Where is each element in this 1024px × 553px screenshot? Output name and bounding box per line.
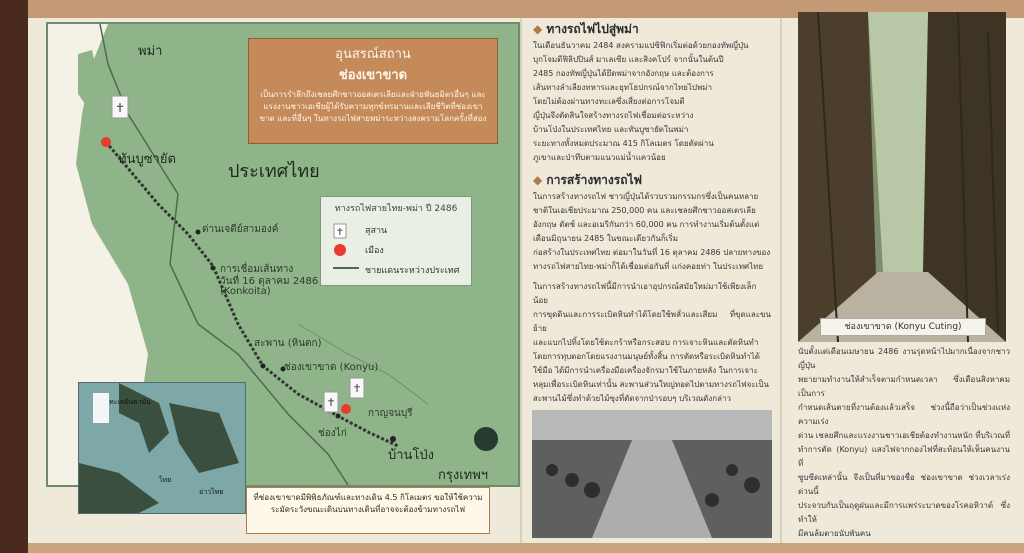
legend-row-cemetery bbox=[333, 223, 388, 242]
station-dot bbox=[196, 230, 201, 235]
text-line: อังกฤษ ดัตช์ และอเมริกันกว่า 60,000 คน การทำงานเริ่มต้นตั้งแต่ bbox=[533, 220, 760, 229]
text-line: โดยการทุบตอกโดยแรงงานมนุษย์ทั้งสิ้น การตัดหรือระเบิดหินทำได้ bbox=[533, 352, 760, 361]
right-column-text bbox=[798, 345, 1010, 541]
label-konkoita: การเชื่อมเส้นทาง bbox=[220, 264, 294, 275]
legend-row-town bbox=[333, 243, 384, 260]
text-line: ประจวบกับเป็นฤดูฝนและมีการแพร่ระบาดของโรคอหิวาต์ ซึ่งทำให้ bbox=[798, 501, 1010, 524]
station-dot bbox=[336, 414, 341, 419]
diamond-icon: ◆ bbox=[533, 22, 543, 36]
inset-map bbox=[78, 382, 246, 514]
legend-cemetery-label: สุสาน bbox=[365, 226, 388, 236]
border-line-icon bbox=[333, 263, 359, 273]
section2-body-2 bbox=[533, 280, 771, 406]
text-line: บ้านโป่งในประเทศไทย และทันบูซายัตในพม่า bbox=[533, 125, 689, 134]
bottom-border bbox=[28, 543, 1024, 553]
text-line: มีคนล้มตายนับพันคน bbox=[798, 529, 871, 538]
svg-text:✝: ✝ bbox=[335, 227, 345, 238]
station-dot bbox=[211, 266, 216, 271]
section1-heading-text: ทางรถไฟไปสู่พม่า bbox=[546, 22, 639, 36]
svg-text:✝: ✝ bbox=[352, 382, 362, 395]
text-line: ชาติในเอเชียประมาณ 250,000 คน และเชลยศึกชาวออสเตรเลีย bbox=[533, 206, 756, 215]
historical-photo bbox=[532, 410, 772, 538]
label-saphan-hin: สะพาน (หินตก) bbox=[254, 338, 322, 349]
text-line: ด่วน เชลยศึกและแรงงานชาวเอเชียต้องทำงานหนัก ที่บริเวณที่ bbox=[798, 431, 1010, 440]
section2-heading bbox=[533, 171, 771, 190]
label-konyu: ช่องเขาขาด (Konyu) bbox=[284, 362, 379, 373]
photo-caption: ช่องเขาขาด (Konyu Cuting) bbox=[820, 318, 986, 336]
text-line: บุกโจมตีฟิลิปปินส์ มาเลเซีย และสิงคโปร์ จากนั้นในต้นปี bbox=[533, 55, 724, 64]
text-line: และแบกไปทิ้งโดยใช้ตะกร้าหรือกระสอบ การเจาะหินและตัดหินทำ bbox=[533, 338, 759, 347]
inset-label-thailand: ไทย bbox=[159, 476, 172, 484]
text-line: ทางรถไฟสายไทย-พม่าก็ได้เชื่อมต่อกันที่ แก่งคอยท่า ในประเทศไทย bbox=[533, 262, 764, 271]
text-line: ระยะทางทั้งหมดประมาณ 415 กิโลเมตร โดยตัดผ่าน bbox=[533, 139, 714, 148]
inset-label-gulf: อ่าวไทย bbox=[199, 488, 224, 496]
cemetery-icon bbox=[333, 223, 347, 239]
legend-row-border bbox=[333, 263, 460, 276]
trail-note-text: ที่ช่องเขาขาดมีพิพิธภัณฑ์และทางเดิน 4.5 กิโลเมตร ขอให้ใช้ความระมัดระวังขณะเดินบนทางเดินที่อาจจะต้องข้ามทางรถไฟ bbox=[253, 493, 483, 514]
label-burma: พม่า bbox=[138, 44, 163, 59]
label-chong-kai: ช่องไก่ bbox=[318, 428, 347, 439]
memorial-description: เป็นการรำลึกถึงเชลยศึกชาวออสเตรเลียและฝ่ายพันธมิตรอื่นๆ และแรงงานชาวเอเชียผู้ได้รับความทุกข์ทรมานและเสียชีวิตที่ช่องเขาขาด และที่อื่นๆ ในทางรถไฟสายพม่าระหว่างสงครามโลกครั้งที่สอง bbox=[259, 90, 487, 123]
station-dot bbox=[261, 364, 266, 369]
label-thanbyuzayat: ทันบูซายัต bbox=[118, 152, 176, 167]
map-panel bbox=[46, 22, 520, 496]
text-line: ซูบซีดเหล่านั้น จึงเป็นที่มาของชื่อ ช่องเขาขาด ช่วงเวลาเร่งด่วนนี้ bbox=[798, 473, 1010, 496]
map-legend bbox=[320, 196, 472, 286]
svg-text:✝: ✝ bbox=[326, 396, 336, 409]
section1-heading bbox=[533, 20, 771, 39]
text-line: ญี่ปุ่นจึงตัดสินใจสร้างทางรถไฟเชื่อมต่อระหว่าง bbox=[533, 111, 694, 120]
label-kanchanaburi: กาญจนบุรี bbox=[368, 408, 413, 419]
legend-border-label: ชายแดนระหว่างประเทศ bbox=[365, 266, 460, 276]
text-line: โดยไม่ต้องผ่านทางทะเลซึ่งเสี่ยงต่อการโจมตี bbox=[533, 97, 685, 106]
text-line: ก่อสร้างในประเทศไทย ต่อมาในวันที่ 16 ตุลาคม 2486 ปลายทางของ bbox=[533, 248, 771, 257]
text-line: หลุมเพื่อระเบิดหินเท่านั้น สะพานส่วนใหญ่ทอดไปตามทางรถไฟจะเป็น bbox=[533, 380, 769, 389]
text-line: ทำการตัด (Konyu) แสงไฟจากกองไฟที่สะท้อนให้เห็นคนงานที่ bbox=[798, 445, 1010, 468]
fold-line bbox=[520, 18, 522, 543]
text-line: เดือนมิถุนายน 2485 ในขณะเดียวกันก็เริ่ม bbox=[533, 234, 679, 243]
label-bangkok: กรุงเทพฯ bbox=[438, 468, 489, 483]
svg-text:✝: ✝ bbox=[114, 101, 126, 115]
text-line: กำหนดเส้นตายที่งานต้องแล้วเสร็จ ช่วงนี้ถือว่าเป็นช่วงแห่งความเร่ง bbox=[798, 403, 1010, 426]
text-line: ในการสร้างทางรถไฟ ชาวญี่ปุ่นได้รวบรวมกรรมกรซึ่งเป็นคนหลาย bbox=[533, 192, 759, 201]
diamond-icon: ◆ bbox=[533, 173, 543, 187]
legend-title: ทางรถไฟสายไทย-พม่า ปี 2486 bbox=[334, 204, 458, 214]
text-line: นับตั้งแต่เดือนเมษายน 2486 งานรุดหน้าไปมากเนื่องจากชาวญี่ปุ่น bbox=[798, 347, 1010, 370]
label-konkoita-en: (Konkoita) bbox=[220, 286, 271, 297]
town-thanbyuzayat bbox=[101, 137, 111, 147]
section1-body bbox=[533, 39, 771, 165]
text-line: ใช้มือ ได้มีการนำเครื่องมือเครื่องจักรมาใช้ในภายหลัง ในการเจาะ bbox=[533, 366, 758, 375]
memorial-title-box bbox=[248, 38, 498, 144]
label-three-pagodas: ด่านเจดีย์สามองค์ bbox=[202, 224, 279, 235]
trail-note-box bbox=[246, 487, 490, 534]
brochure bbox=[28, 0, 1024, 553]
town-dot-icon bbox=[333, 243, 347, 257]
text-line: พยายามทำงานให้สำเร็จตามกำหนดเวลา ซึ่งเดือนสิงหาคมเป็นการ bbox=[798, 375, 1010, 398]
article-column bbox=[533, 20, 771, 406]
text-line: ภูเขาและป่าทึบตามแนวแม่น้ำแควน้อย bbox=[533, 153, 666, 162]
text-line: เส้นทางลำเลียงทหารและยุทโธปกรณ์จากไทยไปพม่า bbox=[533, 83, 713, 92]
section3-body bbox=[798, 345, 1010, 541]
label-thailand: ประเทศไทย bbox=[228, 161, 320, 182]
section2-body bbox=[533, 190, 771, 274]
memorial-title-line1: อุนสรณ์สถาน bbox=[335, 47, 411, 62]
label-konkoita-date: วันที่ 16 ตุลาคม 2486 bbox=[220, 276, 319, 287]
text-line: การขุดดินและการระเบิดหินทำได้โดยใช้พลั่วและเสียม ที่ขุดและขนย้าย bbox=[533, 310, 771, 333]
text-line: สะพานไม้ซึ่งทำด้วยไม้ซุงที่ตัดจากป่ารอบๆ บริเวณดังกล่าว bbox=[533, 394, 731, 403]
station-dot bbox=[390, 436, 396, 442]
label-ban-pong: บ้านโป่ง bbox=[388, 448, 435, 463]
town-kanchanaburi bbox=[341, 404, 351, 414]
konyu-cutting-photo bbox=[798, 12, 1006, 342]
section2-heading-text: การสร้างทางรถไฟ bbox=[546, 173, 642, 187]
text-line: ในการสร้างทางรถไฟนี้มีการนำเอาอุปกรณ์สมัยใหม่มาใช้เพียงเล็กน้อย bbox=[533, 282, 757, 305]
memorial-title-line2: ช่องเขาขาด bbox=[338, 68, 408, 83]
legend-town-label: เมือง bbox=[365, 246, 384, 256]
fold-line bbox=[780, 18, 782, 543]
bangkok-marker bbox=[474, 427, 498, 451]
crowd-photo-graphic bbox=[532, 410, 772, 538]
inset-label-sea: ทะเลอันดามัน bbox=[109, 398, 151, 406]
cutting-photo-graphic bbox=[798, 12, 1006, 342]
text-line: 2485 กองทัพญี่ปุ่นได้ยึดพม่าจากอังกฤษ และต้องการ bbox=[533, 69, 714, 78]
text-line: ในเดือนธันวาคม 2484 สงครามแปซิฟิกเริ่มต่อด้วยกองทัพญี่ปุ่น bbox=[533, 41, 749, 50]
